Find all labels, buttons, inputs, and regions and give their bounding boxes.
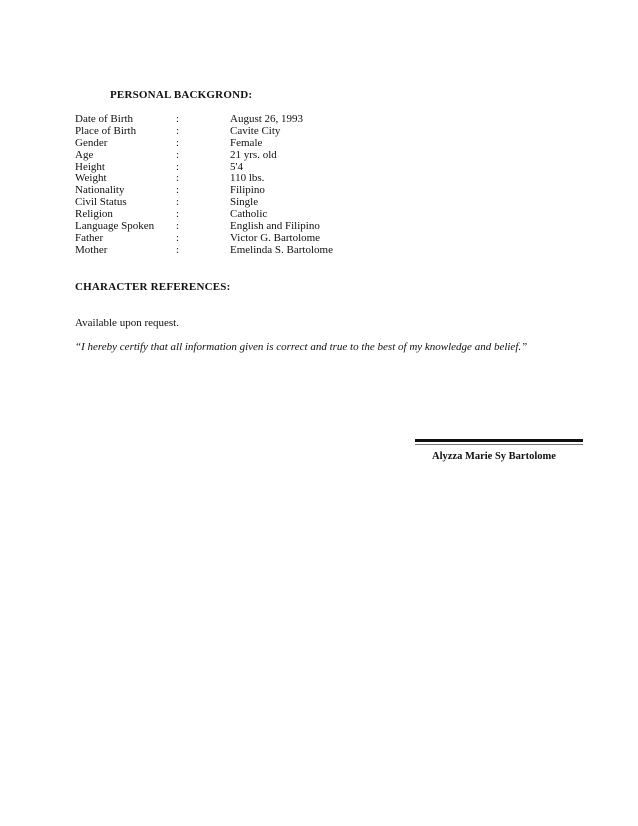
info-value: 5'4 xyxy=(230,160,243,173)
info-value: 110 lbs. xyxy=(230,172,265,185)
info-value: 21 yrs. old xyxy=(230,148,277,161)
info-value: Filipino xyxy=(230,184,265,197)
info-colon: : xyxy=(176,148,180,161)
signature-line xyxy=(415,439,583,442)
personal-background-heading: PERSONAL BACKGROND: xyxy=(110,89,253,101)
info-value: August 26, 1993 xyxy=(230,113,304,125)
info-colon: : xyxy=(176,208,180,221)
info-colon: : xyxy=(176,160,180,173)
info-colon: : xyxy=(176,184,180,197)
info-value: Emelinda S. Bartolome xyxy=(230,243,333,256)
info-value: Female xyxy=(230,136,263,149)
info-label: Nationality xyxy=(75,184,125,197)
info-value: Cavite City xyxy=(230,124,281,137)
info-colon: : xyxy=(176,243,180,256)
signature-line-shadow xyxy=(415,444,583,445)
info-label: Religion xyxy=(75,208,113,221)
info-value: Victor G. Bartolome xyxy=(230,231,321,244)
info-label: Place of Birth xyxy=(75,124,137,137)
info-colon: : xyxy=(176,220,180,233)
info-label: Language Spoken xyxy=(75,220,155,233)
info-value: English and Filipino xyxy=(230,220,320,233)
info-label: Age xyxy=(75,148,94,161)
character-references-heading: CHARACTER REFERENCES: xyxy=(75,281,231,293)
info-label: Civil Status xyxy=(75,196,127,209)
info-colon: : xyxy=(176,196,180,209)
info-colon: : xyxy=(176,136,180,149)
info-value: Single xyxy=(230,196,259,209)
info-label: Mother xyxy=(75,243,108,256)
info-colon: : xyxy=(176,113,180,125)
info-colon: : xyxy=(176,172,180,185)
signature-name: Alyzza Marie Sy Bartolome xyxy=(432,451,556,462)
info-colon: : xyxy=(176,124,180,137)
info-colon: : xyxy=(176,231,180,244)
info-label: Height xyxy=(75,160,105,173)
certification-statement: “I hereby certify that all information given is correct and true to the best of my knowledge and belief.” xyxy=(75,341,528,353)
references-availability-text: Available upon request. xyxy=(75,317,179,329)
info-value: Catholic xyxy=(230,208,268,221)
info-label: Father xyxy=(75,231,104,244)
info-label: Gender xyxy=(75,136,108,149)
info-label: Date of Birth xyxy=(75,113,134,125)
info-label: Weight xyxy=(75,172,107,185)
